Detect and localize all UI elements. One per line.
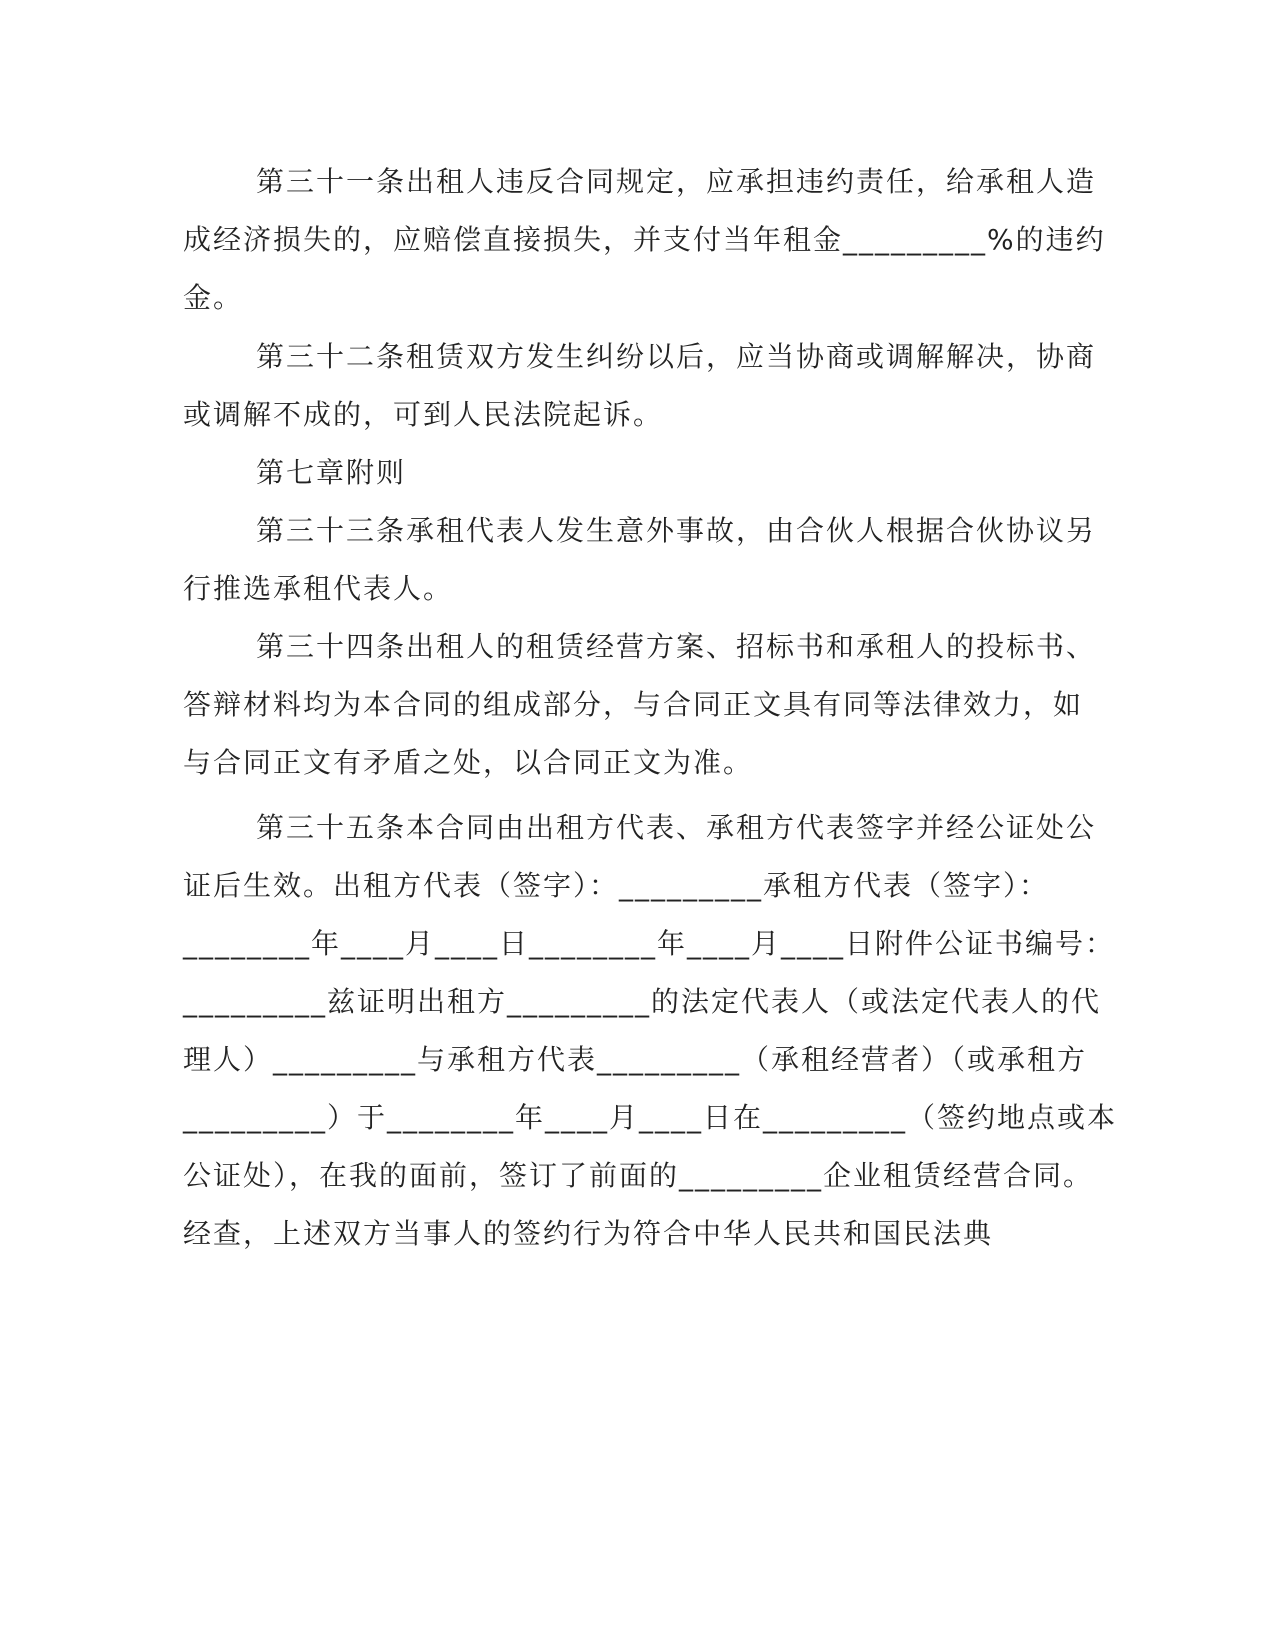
chapter-heading: 第七章附则 xyxy=(256,456,407,489)
text-line: 理人）_________与承租方代表_________（承租经营者）（或承租方 xyxy=(183,1043,1088,1076)
text-line: 与合同正文有矛盾之处，以合同正文为准。 xyxy=(183,746,754,779)
text-line: 公证处），在我的面前，签订了前面的_________企业租赁经营合同。 xyxy=(183,1159,1094,1192)
text-line: 第三十五条本合同由出租方代表、承租方代表签字并经公证处公 xyxy=(256,811,1097,844)
text-line: 第三十三条承租代表人发生意外事故，由合伙人根据合伙协议另 xyxy=(256,514,1097,547)
text-line: 成经济损失的，应赔偿直接损失，并支付当年租金_________%的违约 xyxy=(183,223,1106,256)
text-line: 经查，上述双方当事人的签约行为符合中华人民共和国民法典 xyxy=(183,1217,994,1250)
text-line: _________兹证明出租方_________的法定代表人（或法定代表人的代 xyxy=(183,985,1102,1018)
text-line: 金。 xyxy=(183,281,244,314)
text-line: _________）于________年____月____日在_________（签约地点或本 xyxy=(183,1101,1118,1134)
text-line: ________年____月____日________年____月____日附件公证书编号： xyxy=(183,927,1116,960)
text-line: 行推选承租代表人。 xyxy=(183,572,454,605)
text-line: 第三十一条出租人违反合同规定，应承担违约责任，给承租人造 xyxy=(256,165,1097,198)
text-line: 第三十二条租赁双方发生纠纷以后，应当协商或调解解决，协商 xyxy=(256,340,1097,373)
text-line: 第三十四条出租人的租赁经营方案、招标书和承租人的投标书、 xyxy=(256,630,1097,663)
text-line: 答辩材料均为本合同的组成部分，与合同正文具有同等法律效力，如 xyxy=(183,688,1084,721)
text-line: 或调解不成的，可到人民法院起诉。 xyxy=(183,398,664,431)
text-line: 证后生效。出租方代表（签字）：_________承租方代表（签字）： xyxy=(183,869,1050,902)
